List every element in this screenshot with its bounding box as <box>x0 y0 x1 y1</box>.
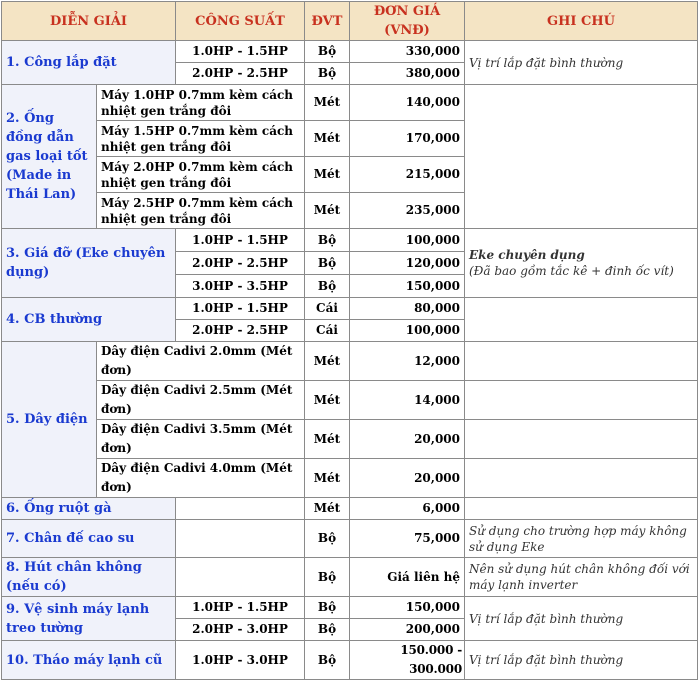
unit-cell: Bộ <box>305 619 350 641</box>
price-cell: 100,000 <box>350 320 465 342</box>
header-dien-giai: DIỄN GIẢI <box>2 2 176 41</box>
unit-cell: Bộ <box>305 252 350 275</box>
spec-cell: Dây điện Cadivi 4.0mm (Mét đơn) <box>97 459 305 498</box>
price-cell: 120,000 <box>350 252 465 275</box>
price-cell: 235,000 <box>350 193 465 229</box>
table-row <box>2 85 698 121</box>
unit-cell: Mét <box>305 85 350 121</box>
unit-cell: Bộ <box>305 41 350 63</box>
note-empty <box>465 459 698 498</box>
note-cong-lap-dat: Vị trí lắp đặt bình thường <box>465 41 698 85</box>
table-row <box>2 520 698 558</box>
price-cell: 150.000 - 300.000 <box>350 641 465 680</box>
spec-cell <box>176 498 305 520</box>
price-cell: 100,000 <box>350 229 465 252</box>
spec-cell: 1.0HP - 1.5HP <box>176 41 305 63</box>
spec-cell: 2.0HP - 3.0HP <box>176 619 305 641</box>
unit-cell: Bộ <box>305 275 350 298</box>
price-cell: 6,000 <box>350 498 465 520</box>
unit-cell: Bộ <box>305 641 350 680</box>
unit-cell: Bộ <box>305 63 350 85</box>
table-row <box>2 298 698 320</box>
spec-cell: Dây điện Cadivi 2.5mm (Mét đơn) <box>97 381 305 420</box>
note-thao-may: Vị trí lắp đặt bình thường <box>465 641 698 680</box>
category-cb-thuong: 4. CB thường <box>2 298 176 342</box>
unit-cell: Bộ <box>305 558 350 597</box>
spec-cell: Máy 1.0HP 0.7mm kèm cách nhiệt gen trắng đôi <box>97 85 305 121</box>
price-cell: 75,000 <box>350 520 465 558</box>
category-thao-may: 10. Tháo máy lạnh cũ <box>2 641 176 680</box>
spec-cell <box>176 520 305 558</box>
table-row <box>2 41 698 63</box>
unit-cell: Bộ <box>305 597 350 619</box>
category-chan-de-cao-su: 7. Chân đế cao su <box>2 520 176 558</box>
unit-cell: Cái <box>305 320 350 342</box>
spec-cell <box>176 558 305 597</box>
unit-cell: Mét <box>305 381 350 420</box>
unit-cell: Mét <box>305 121 350 157</box>
note-empty <box>465 85 698 229</box>
category-ong-dong: 2. Ống đồng dẫn gas loại tốt (Made in Thái Lan) <box>2 85 97 229</box>
category-cong-lap-dat: 1. Công lắp đặt <box>2 41 176 85</box>
spec-cell: 1.0HP - 1.5HP <box>176 597 305 619</box>
spec-cell: Máy 1.5HP 0.7mm kèm cách nhiệt gen trắng đôi <box>97 121 305 157</box>
spec-cell: 2.0HP - 2.5HP <box>176 63 305 85</box>
category-hut-chan-khong: 8. Hút chân không (nếu có) <box>2 558 176 597</box>
note-text: (Đã bao gồm tắc kê + đinh ốc vít) <box>469 264 674 278</box>
header-row <box>2 2 698 41</box>
price-cell: 12,000 <box>350 342 465 381</box>
table-row <box>2 342 698 381</box>
price-cell: 20,000 <box>350 420 465 459</box>
table-row <box>2 420 698 459</box>
price-cell: 20,000 <box>350 459 465 498</box>
unit-cell: Mét <box>305 342 350 381</box>
table-row <box>2 459 698 498</box>
table-row <box>2 498 698 520</box>
note-empty <box>465 420 698 459</box>
price-table-container <box>1 1 698 680</box>
price-cell: 330,000 <box>350 41 465 63</box>
table-row <box>2 597 698 619</box>
table-row <box>2 381 698 420</box>
note-hut-chan-khong: Nên sử dụng hút chân không đối với máy lạnh inverter <box>465 558 698 597</box>
unit-cell: Mét <box>305 157 350 193</box>
spec-cell: Dây điện Cadivi 3.5mm (Mét đơn) <box>97 420 305 459</box>
note-chan-de: Sử dụng cho trường hợp máy không sử dụng Eke <box>465 520 698 558</box>
spec-cell: 1.0HP - 3.0HP <box>176 641 305 680</box>
table-row <box>2 641 698 680</box>
spec-cell: 2.0HP - 2.5HP <box>176 320 305 342</box>
unit-cell: Mét <box>305 459 350 498</box>
spec-cell: 3.0HP - 3.5HP <box>176 275 305 298</box>
header-don-gia: ĐƠN GIÁ (VNĐ) <box>350 2 465 41</box>
note-title: Eke chuyên dụng <box>469 248 585 262</box>
header-cong-suat: CÔNG SUẤT <box>176 2 305 41</box>
price-cell: 170,000 <box>350 121 465 157</box>
spec-cell: 1.0HP - 1.5HP <box>176 298 305 320</box>
price-cell: 150,000 <box>350 275 465 298</box>
note-empty <box>465 381 698 420</box>
price-table <box>1 1 698 680</box>
category-ve-sinh: 9. Vệ sinh máy lạnh treo tường <box>2 597 176 641</box>
price-cell: Giá liên hệ <box>350 558 465 597</box>
table-row <box>2 558 698 597</box>
price-cell: 14,000 <box>350 381 465 420</box>
unit-cell: Mét <box>305 420 350 459</box>
header-dvt: ĐVT <box>305 2 350 41</box>
price-cell: 150,000 <box>350 597 465 619</box>
note-gia-do <box>465 229 698 298</box>
note-empty <box>465 498 698 520</box>
category-ong-ruot-ga: 6. Ống ruột gà <box>2 498 176 520</box>
spec-cell: 1.0HP - 1.5HP <box>176 229 305 252</box>
price-cell: 80,000 <box>350 298 465 320</box>
price-cell: 140,000 <box>350 85 465 121</box>
price-cell: 215,000 <box>350 157 465 193</box>
price-cell: 380,000 <box>350 63 465 85</box>
table-row <box>2 229 698 252</box>
note-empty <box>465 298 698 342</box>
category-day-dien: 5. Dây điện <box>2 342 97 498</box>
spec-cell: Máy 2.5HP 0.7mm kèm cách nhiệt gen trắng đôi <box>97 193 305 229</box>
spec-cell: 2.0HP - 2.5HP <box>176 252 305 275</box>
unit-cell: Mét <box>305 193 350 229</box>
unit-cell: Bộ <box>305 229 350 252</box>
spec-cell: Dây điện Cadivi 2.0mm (Mét đơn) <box>97 342 305 381</box>
note-empty <box>465 342 698 381</box>
unit-cell: Bộ <box>305 520 350 558</box>
spec-cell: Máy 2.0HP 0.7mm kèm cách nhiệt gen trắng đôi <box>97 157 305 193</box>
unit-cell: Cái <box>305 298 350 320</box>
header-ghi-chu: GHI CHÚ <box>465 2 698 41</box>
category-gia-do: 3. Giá đỡ (Eke chuyên dụng) <box>2 229 176 298</box>
unit-cell: Mét <box>305 498 350 520</box>
price-cell: 200,000 <box>350 619 465 641</box>
note-ve-sinh: Vị trí lắp đặt bình thường <box>465 597 698 641</box>
